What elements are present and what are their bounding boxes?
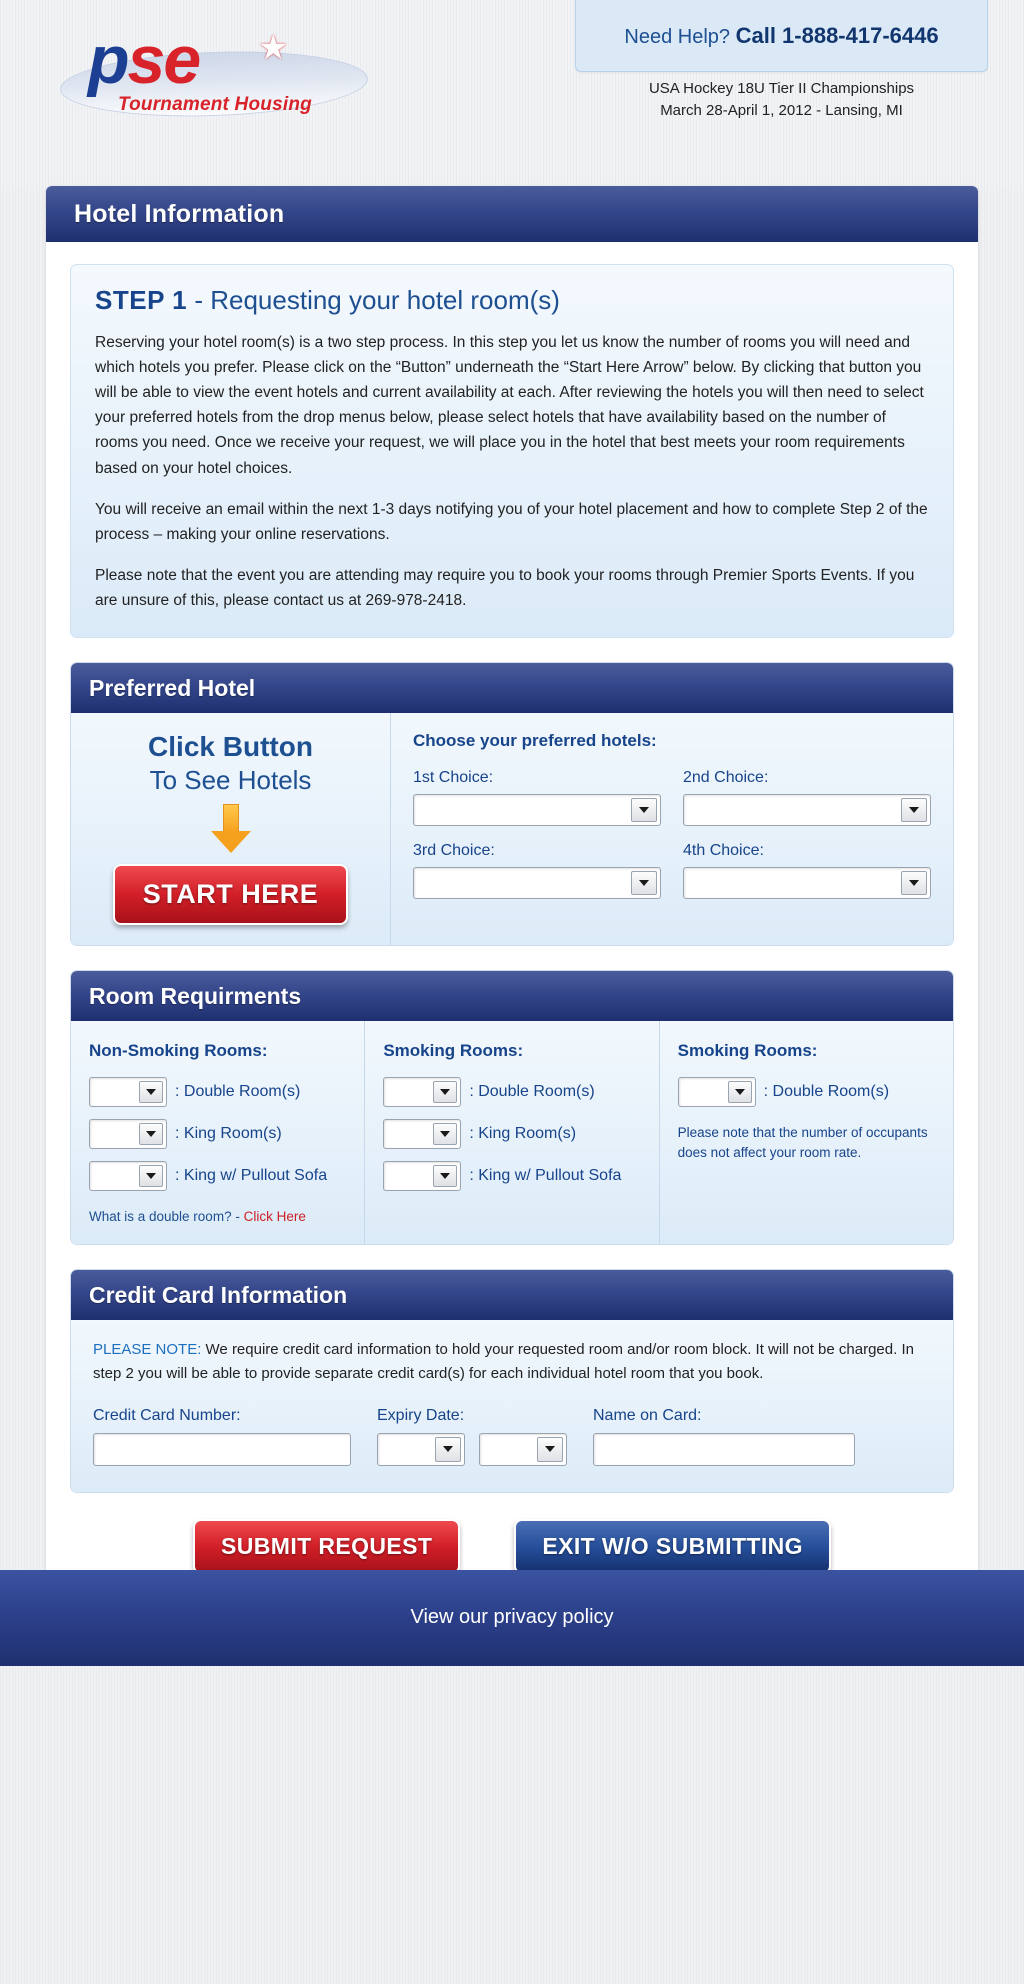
choice-3-label: 3rd Choice: [413,842,495,860]
non-smoking-double-row [89,1077,346,1107]
please-note-text: We require credit card information to hold your requested room and/or room block. It will not be charged. In step 2 you will be able to provide separate credit card(s) for each individual hotel room that you book. [93,1341,914,1382]
card-title: Hotel Information [46,186,978,242]
double-room-click-here-link[interactable]: Click Here [243,1209,306,1225]
logo-tagline: Tournament Housing [118,94,312,115]
name-on-card-field [593,1407,855,1466]
chevron-down-icon[interactable] [901,871,927,895]
expiry-date-field [377,1407,567,1466]
non-smoking-king-select[interactable] [89,1119,167,1149]
step1-panel [70,264,954,638]
smoking-2-heading: Smoking Rooms: [677,1041,818,1061]
credit-card-number-label: Credit Card Number: [93,1406,241,1424]
smoking-heading: Smoking Rooms: [383,1041,524,1061]
credit-card-number-field [93,1407,351,1466]
start-here-panel [71,713,391,945]
expiry-selects [377,1433,567,1466]
smoking-double-row [383,1077,640,1107]
chevron-down-icon[interactable] [433,1165,457,1187]
privacy-policy-link[interactable]: View our privacy policy [410,1606,614,1629]
hotel-choices-panel [391,713,953,945]
please-note-label: PLEASE NOTE: [93,1341,202,1359]
pse-logo[interactable] [60,18,370,128]
non-smoking-heading: Non-Smoking Rooms: [89,1041,268,1061]
non-smoking-king-sofa-row [89,1161,346,1191]
choice-4-field [683,842,931,899]
hotel-information-card [46,186,978,1602]
choice-2-label: 2nd Choice: [683,769,769,787]
smoking-rooms-column-2 [660,1021,953,1244]
logo-letter-s: s [127,22,164,98]
expiry-month-select[interactable] [377,1433,465,1466]
chevron-down-icon[interactable] [901,798,927,822]
star-icon: ★ [258,29,289,67]
room-requirements-body [71,1021,953,1244]
credit-card-fields-row [93,1407,931,1466]
smoking-king-sofa-row [383,1161,640,1191]
choice-3-field [413,842,661,899]
preferred-hotel-section [70,662,954,946]
occupants-note: Please note that the number of occupants does not affect your room rate. [677,1125,928,1161]
submit-request-button[interactable]: SUBMIT REQUEST [193,1519,460,1574]
chevron-down-icon[interactable] [728,1081,752,1103]
smoking-double-label: : Double Room(s) [469,1083,595,1101]
page-footer [0,1570,1024,1666]
preferred-hotel-body [71,713,953,945]
choose-hotels-label: Choose your preferred hotels: [413,731,657,751]
credit-card-body [71,1320,953,1492]
choice-1-label: 1st Choice: [413,769,494,787]
hotel-choice-grid [413,769,931,899]
double-room-question: What is a double room? - [89,1209,244,1225]
logo-letter-e: e [163,22,200,98]
name-on-card-input[interactable] [593,1433,855,1466]
chevron-down-icon[interactable] [631,798,657,822]
non-smoking-rooms-column [71,1021,365,1244]
click-button-line1: Click Button [148,731,313,763]
room-requirements-section [70,970,954,1245]
need-help-phone[interactable]: Call 1-888-417-6446 [735,22,939,48]
expiry-year-select[interactable] [479,1433,567,1466]
need-help-box [575,0,988,72]
credit-card-section [70,1269,954,1493]
room-requirements-title: Room Requirments [71,971,953,1021]
non-smoking-king-sofa-label: : King w/ Pullout Sofa [175,1167,328,1185]
need-help-prefix: Need Help? [624,25,731,48]
smoking-king-sofa-label: : King w/ Pullout Sofa [469,1167,622,1185]
smoking-king-row [383,1119,640,1149]
non-smoking-double-select[interactable] [89,1077,167,1107]
non-smoking-king-sofa-select[interactable] [89,1161,167,1191]
exit-without-submitting-button[interactable]: EXIT W/O SUBMITTING [514,1519,831,1574]
smoking-king-select[interactable] [383,1119,461,1149]
non-smoking-king-label: : King Room(s) [175,1125,282,1143]
chevron-down-icon[interactable] [433,1123,457,1145]
page-header [0,0,1024,186]
event-name: USA Hockey 18U Tier II Championships [648,80,915,97]
choice-1-select[interactable] [413,794,661,826]
credit-card-title: Credit Card Information [71,1270,953,1320]
choice-2-field [683,769,931,826]
smoking-double-select[interactable] [383,1077,461,1107]
smoking-2-double-row [678,1077,935,1107]
non-smoking-double-label: : Double Room(s) [175,1083,301,1101]
credit-card-number-input[interactable] [93,1433,351,1466]
logo-letter-p: p [88,22,128,98]
step1-heading [95,285,929,316]
arrow-down-icon [214,804,248,854]
non-smoking-king-row [89,1119,346,1149]
start-here-button[interactable]: START HERE [113,864,349,925]
credit-card-note [93,1338,931,1385]
smoking-rooms-column [365,1021,659,1244]
choice-3-select[interactable] [413,867,661,899]
chevron-down-icon[interactable] [435,1437,461,1462]
choice-4-select[interactable] [683,867,931,899]
need-help-text [624,23,938,49]
chevron-down-icon[interactable] [537,1437,563,1462]
smoking-king-sofa-select[interactable] [383,1161,461,1191]
expiry-date-label: Expiry Date: [377,1406,465,1424]
choice-4-label: 4th Choice: [683,842,764,860]
choice-1-field [413,769,661,826]
step1-paragraph-3: Please note that the event you are attending may require you to book your rooms through Premier Sports Events. If you are unsure of this, please contact us at 269-978-2418. [95,566,915,609]
step1-heading-rest: - Requesting your hotel room(s) [187,285,560,315]
form-actions [46,1519,978,1574]
chevron-down-icon[interactable] [433,1081,457,1103]
step1-paragraph-1: Reserving your hotel room(s) is a two step process. In this step you let us know the number of rooms you will need and which hotels you prefer. Please click on the “Button” underneath the “Start Here Arrow” below. By clicking that button you will be able to view the event hotels and current availability at each. After reviewing the hotels you will then need to select your preferred hotels from the drop menus below, please select hotels that have availability based on the number of rooms you need. Once we receive your request, we will place you in the hotel that best meets your room requirements based on your hotel choices. [95,334,924,477]
chevron-down-icon[interactable] [139,1165,163,1187]
step1-paragraph-2: You will receive an email within the next 1-3 days notifying you of your hotel placement and how to complete Step 2 of the process – making your online reservations. [95,500,928,543]
event-info [575,78,988,122]
smoking-king-label: : King Room(s) [469,1125,577,1143]
choice-2-select[interactable] [683,794,931,826]
event-dates-location: March 28-April 1, 2012 - Lansing, MI [660,101,903,119]
click-button-line2: To See Hotels [149,765,312,796]
chevron-down-icon[interactable] [631,871,657,895]
logo-wordmark [88,22,200,98]
smoking-2-double-select[interactable] [678,1077,756,1107]
smoking-2-double-label: : Double Room(s) [763,1083,890,1101]
preferred-hotel-title: Preferred Hotel [71,663,953,713]
name-on-card-label: Name on Card: [593,1406,702,1424]
chevron-down-icon[interactable] [139,1081,163,1103]
step1-heading-strong: STEP 1 [95,285,188,315]
chevron-down-icon[interactable] [139,1123,163,1145]
double-room-help [89,1209,346,1224]
step1-body [95,330,929,613]
